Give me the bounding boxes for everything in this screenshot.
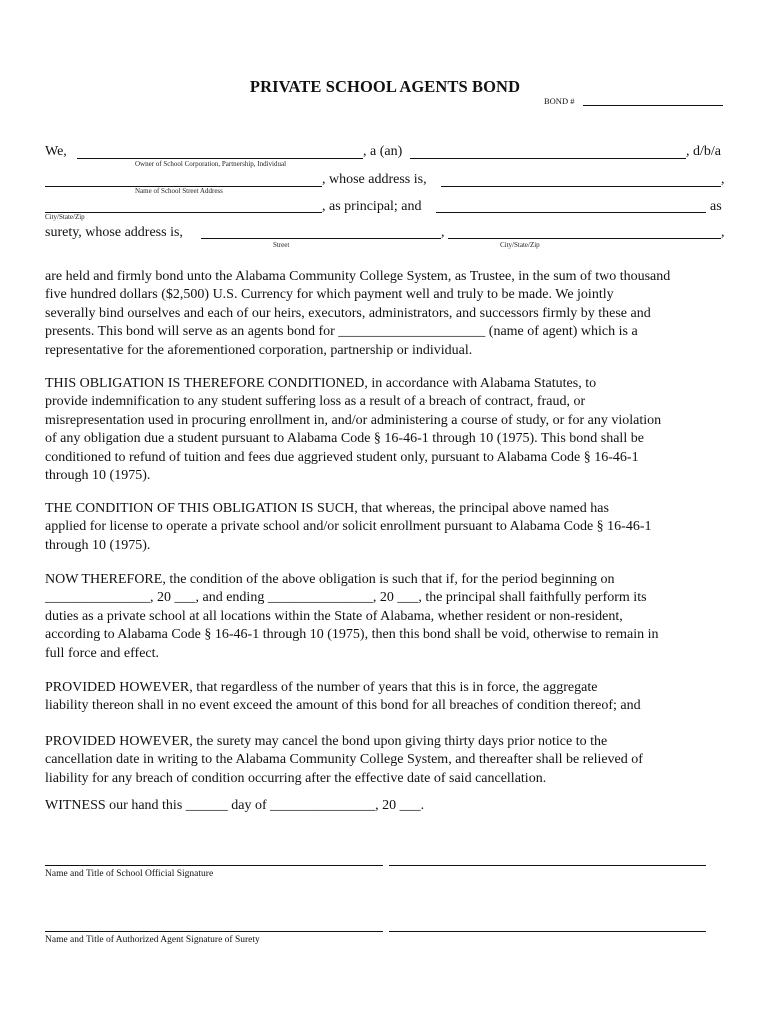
obligation-conditioned-paragraph: THIS OBLIGATION IS THEREFORE CONDITIONED, in accordance with Alabama Statutes, to provide indemnification to any student suffering loss as a result of a breach of contract, fraud, or misrepresentation used in procuring enrollment in, and/or administering a course of study, or for any violation of any obligation due a student pursuant to Alabama Code § 16-46-1 through 10 (1975). This bond shall be conditioned to refund of tuition and fees due aggrieved student only, pursuant to Alabama Code § 16-46-1 through 10 (1975). — [45, 376, 662, 484]
school-official-signature-label: Name and Title of School Official Signature — [45, 869, 214, 879]
provided-however-paragraph-2: PROVIDED HOWEVER, the surety may cancel the bond upon giving thirty days prior notice to the cancellation date in writing to the Alabama Community College System, and thereafter shall be relieved of liability for any breach of condition occurring after the effective date of said cancellation. — [45, 734, 643, 786]
entity-type-field[interactable] — [410, 158, 686, 159]
owner-name-field[interactable] — [77, 158, 363, 159]
surety-agent-signature-label: Name and Title of Authorized Agent Signature of Surety — [45, 935, 260, 945]
street-caption: Name of School Street Address — [135, 187, 223, 195]
we-label: We, — [45, 144, 67, 159]
now-therefore-paragraph: NOW THEREFORE, the condition of the above obligation is such that if, for the period beginning on _______________, 20 ___, and ending _______________, 20 ___, the principal shall faithfully perform its duties as a private school at all locations within the State of Alabama, whether resident or non-resident, according to Alabama Code § 16-46-1 through 10 (1975), then this bond shall be void, otherwise to remain in full force and effect. — [45, 572, 659, 661]
witness-line: WITNESS our hand this ______ day of _______________, 20 ___. — [45, 798, 425, 813]
bond-terms-paragraph: are held and firmly bond unto the Alabama Community College System, as Trustee, in the sum of two thousand five hundred dollars ($2,500) U.S. Currency for which payment well and truly to be made. We jointly severally bind ourselves and each of our heirs, executors, administrators, and successors firmly by these and presents. This bond will serve as an agents bond for _____________________ (name of agent) which is a representative for the aforementioned corporation, partnership or individual. — [45, 269, 671, 358]
bond-number-label: BOND # — [544, 96, 575, 106]
surety-address-label: surety, whose address is, — [45, 225, 183, 240]
provided-however-paragraph-1: PROVIDED HOWEVER, that regardless of the number of years that this is in force, the aggregate liability thereon shall in no event exceed the amount of this bond for all breaches of condition thereof; and — [45, 680, 641, 714]
comma-label: , — [721, 172, 725, 187]
city-state-zip-caption: City/State/Zip — [500, 241, 540, 249]
surety-street-field[interactable] — [201, 238, 441, 239]
page-title: PRIVATE SCHOOL AGENTS BOND — [249, 77, 521, 96]
whose-address-label: , whose address is, — [322, 172, 427, 187]
surety-agent-signature-line[interactable] — [45, 931, 383, 932]
bond-number-field[interactable] — [583, 105, 723, 106]
surety-city-field[interactable] — [448, 238, 721, 239]
condition-paragraph: THE CONDITION OF THIS OBLIGATION IS SUCH, that whereas, the principal above named has applied for license to operate a private school and/or solicit enrollment pursuant to Alabama Code § 16-46-1 through 10 (1975). — [45, 501, 652, 553]
street-caption-2: Street — [273, 241, 290, 249]
dba-label: , d/b/a — [686, 144, 721, 159]
school-official-signature-line-right[interactable] — [389, 865, 706, 866]
school-address-field[interactable] — [441, 186, 721, 187]
surety-agent-signature-line-right[interactable] — [389, 931, 706, 932]
surety-name-field[interactable] — [436, 212, 706, 213]
comma-label-3: , — [721, 225, 725, 240]
a-an-label: , a (an) — [363, 144, 403, 159]
as-label: as — [710, 199, 722, 214]
as-principal-label: , as principal; and — [322, 199, 422, 214]
school-official-signature-line[interactable] — [45, 865, 383, 866]
owner-caption: Owner of School Corporation, Partnership, Individual — [135, 160, 287, 168]
school-city-field[interactable] — [45, 212, 322, 213]
comma-label-2: , — [441, 225, 445, 240]
city-caption: City/State/Zip — [45, 213, 85, 221]
